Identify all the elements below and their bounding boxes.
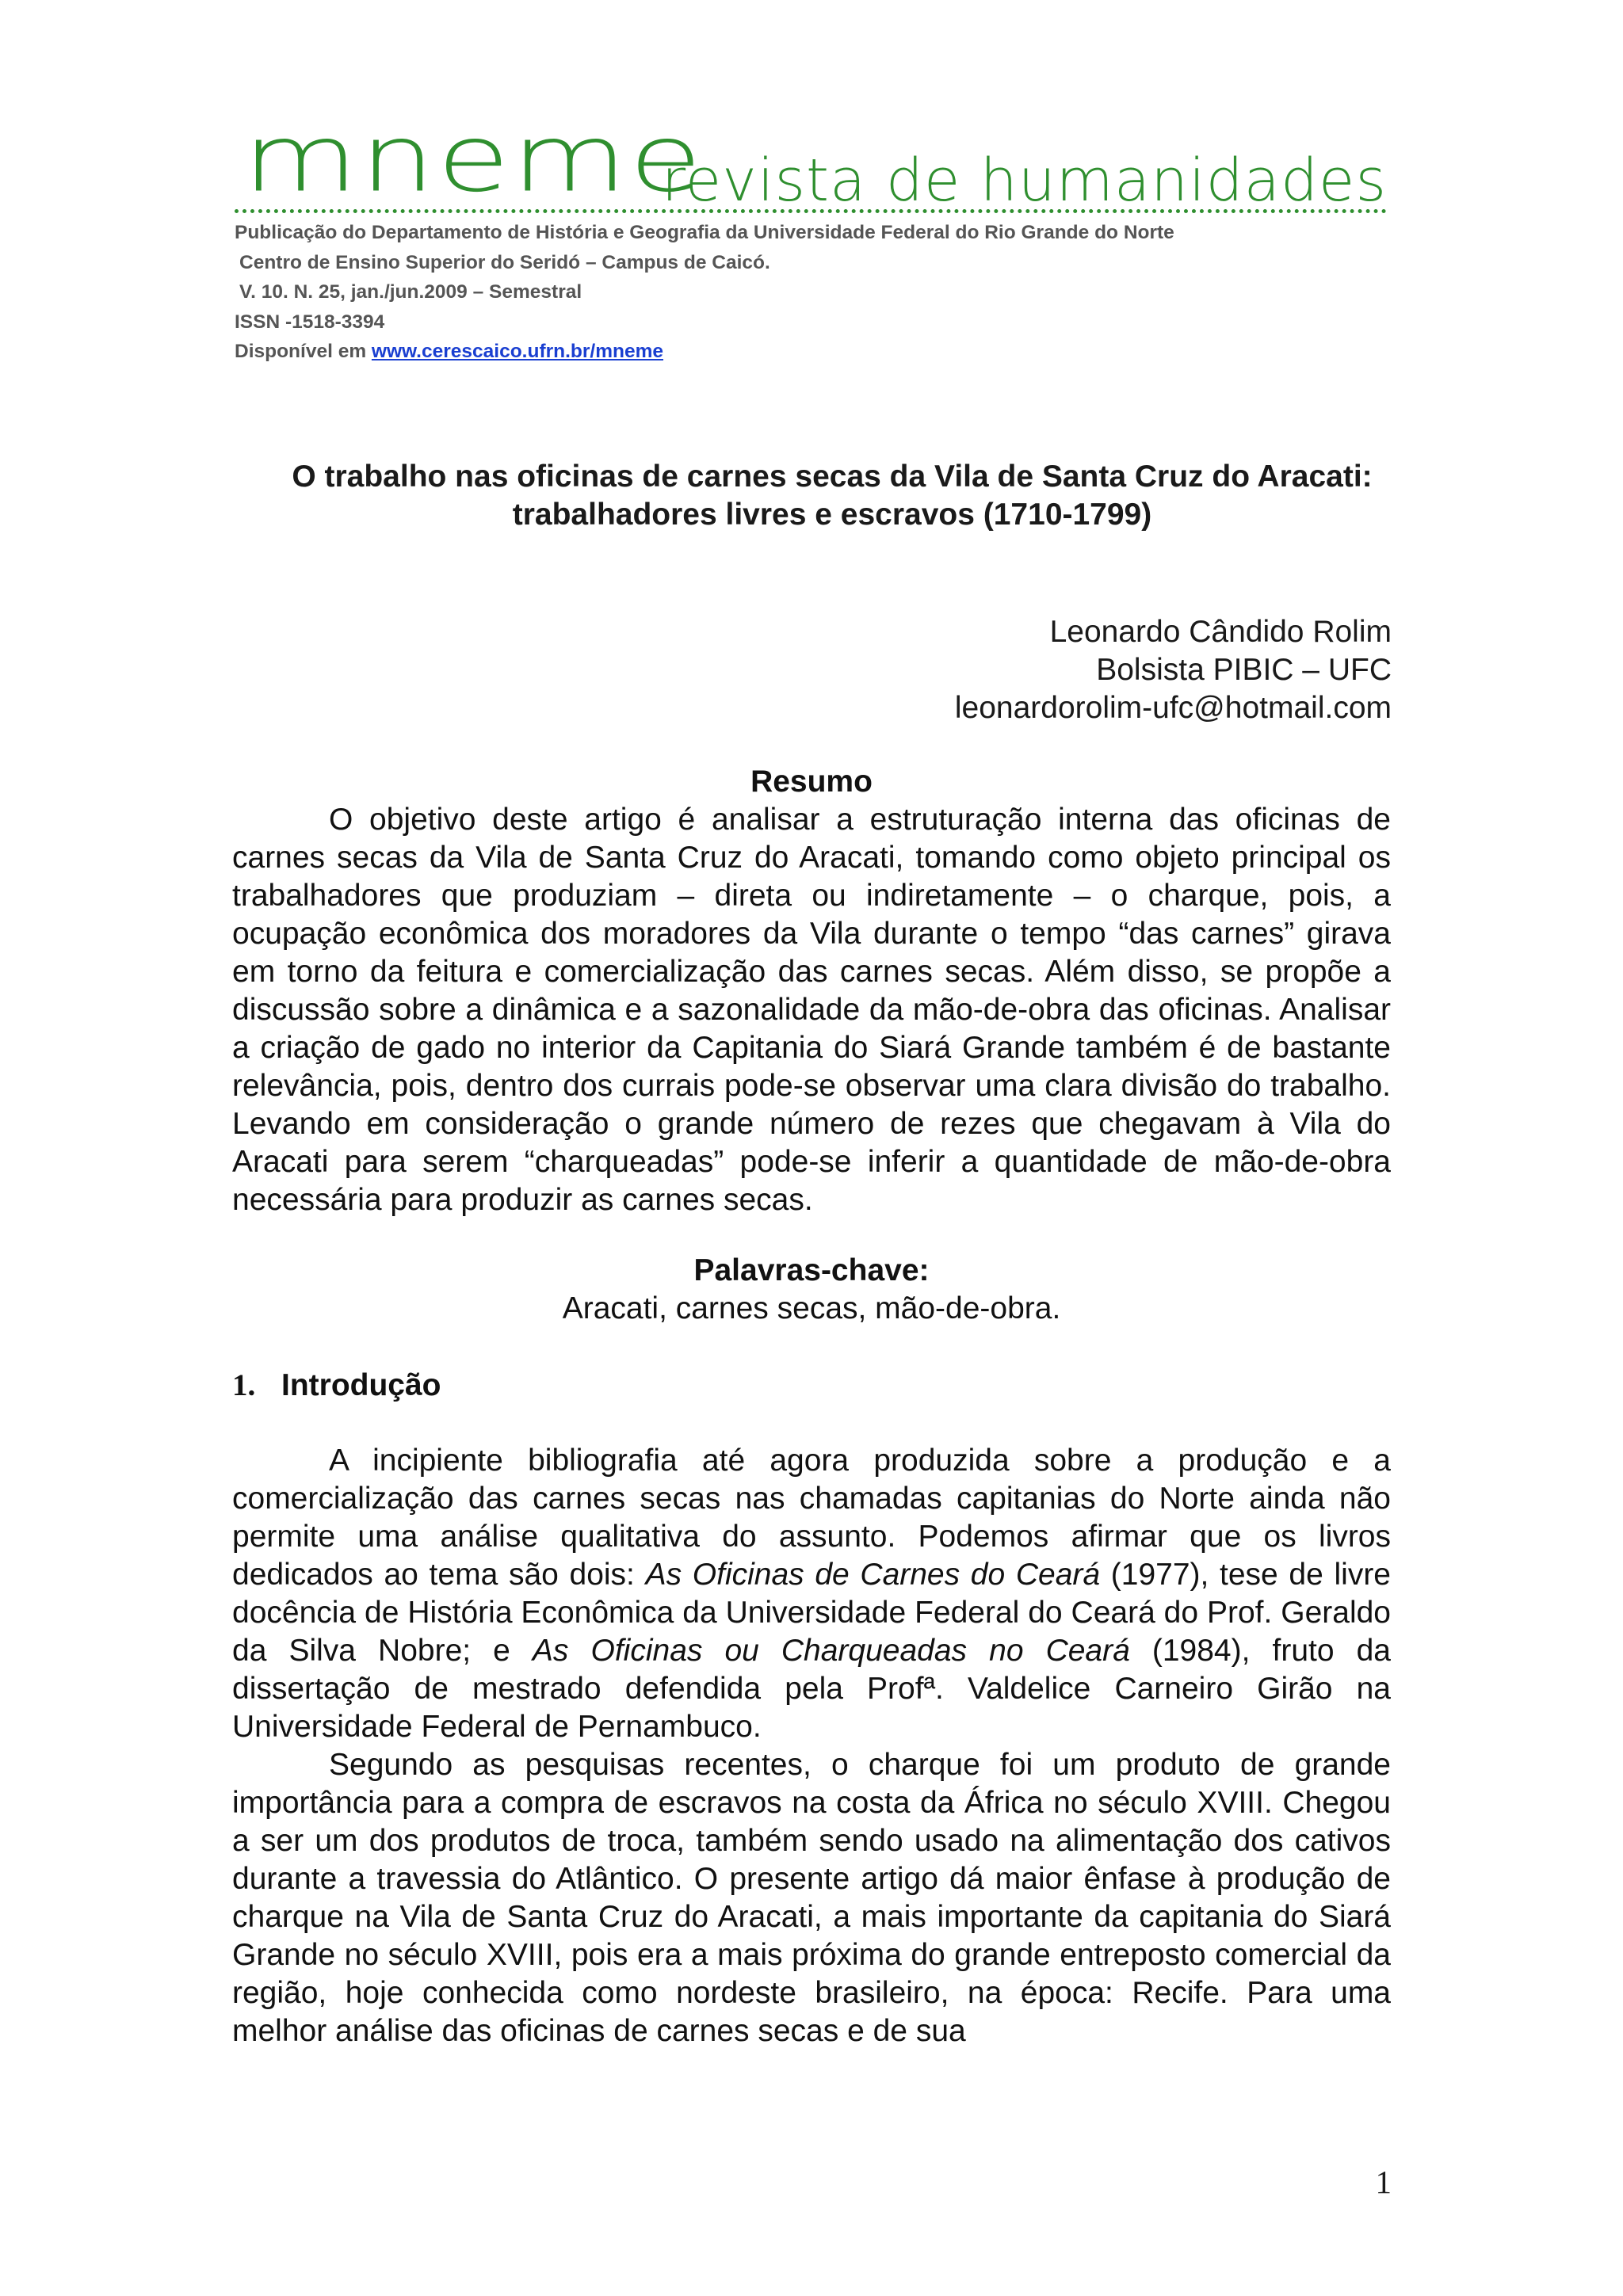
paragraph-text: (1977), tese de livre docência de História Econômica da Universidade Federal do Ceará do Prof. Geraldo da Silva Nobre; e [232, 1558, 1391, 1668]
keywords-section [232, 1252, 1391, 1328]
journal-logo: mneme [242, 105, 704, 213]
introduction-paragraph-2: Segundo as pesquisas recentes, o charque foi um produto de grande importância para a compra de escravos na costa da África no século XVIII. Chegou a ser um dos produtos de troca, também sendo usado na alimentação dos cativos durante a travessia do Atlântico. O presente artigo dá maior ênfase à produção de charque na Vila de Santa Cruz do Aracati, a mais importante da capitania do Siará Grande no século XVIII, pois era a mais próxima do grande entreposto comercial da região, hoje conhecida como nordeste brasileiro, na época: Recife. Para uma melhor análise das oficinas de carnes secas e de sua [232, 1748, 1391, 2048]
header-divider [235, 209, 1387, 213]
author-email: leonardorolim-ufc@hotmail.com [954, 691, 1392, 725]
abstract-section [232, 763, 1391, 1219]
cited-book-title: As Oficinas ou Charqueadas no Ceará [532, 1634, 1130, 1668]
section-heading-introduction [232, 1367, 441, 1405]
author-block [599, 613, 1392, 727]
page-number: 1 [1375, 2164, 1392, 2200]
publication-info [235, 218, 1423, 367]
title-line-2: trabalhadores livres e escravos (1710-1799) [512, 498, 1152, 532]
publication-line: Centro de Ensino Superior do Seridó – Campus de Caicó. [239, 251, 770, 273]
cited-book-title: As Oficinas de Carnes do Ceará [645, 1558, 1101, 1592]
paragraph-text: A incipiente bibliografia até agora produzida sobre a produção e a comercialização das carnes secas nas chamadas capitanias do Norte ainda não permite uma análise qualitativa do assunto. Podemos afirmar que os livros dedicados ao tema são dois: [232, 1444, 1391, 1592]
section-title: Introdução [281, 1368, 441, 1402]
keywords-text: Aracati, carnes secas, mão-de-obra. [562, 1291, 1061, 1325]
paragraph-text: (1984), fruto da dissertação de mestrado defendida pela Profª. Valdelice Carneiro Girão na Universidade Federal de Pernambuco. [232, 1634, 1391, 1744]
journal-subtitle: revista de humanidades [661, 147, 1387, 215]
author-affiliation: Bolsista PIBIC – UFC [1096, 653, 1392, 687]
publication-line: V. 10. N. 25, jan./jun.2009 – Semestral [239, 281, 582, 303]
publication-line: ISSN -1518-3394 [235, 311, 385, 333]
author-name: Leonardo Cândido Rolim [1049, 615, 1392, 649]
journal-link[interactable]: www.cerescaico.ufrn.br/mneme [371, 341, 664, 362]
introduction-body [232, 1442, 1391, 2050]
introduction-paragraph-1 [232, 1442, 1391, 1746]
section-number: 1. [232, 1368, 256, 1402]
journal-masthead [235, 105, 1387, 215]
publication-line: Publicação do Departamento de História e Geografia da Universidade Federal do Rio Grande do Norte [235, 222, 1174, 243]
availability-line [235, 337, 1423, 367]
abstract-text: O objetivo deste artigo é analisar a estruturação interna das oficinas de carnes secas da Vila de Santa Cruz do Aracati, tomando como objeto principal os trabalhadores que produziam – direta ou indiretamente – o charque, pois, a ocupação econômica dos moradores da Vila durante o tempo “das carnes” girava em torno da feitura e comercialização das carnes secas. Além disso, se propõe a discussão sobre a dinâmica e a sazonalidade da mão-de-obra das oficinas. Analisar a criação de gado no interior da Capitania do Siará Grande também é de bastante relevância, pois, dentro dos currais pode-se observar uma clara divisão do trabalho. Levando em consideração o grande número de rezes que chegavam à Vila do Aracati para serem “charqueadas” pode-se inferir a quantidade de mão-de-obra necessária para produzir as carnes secas. [232, 803, 1391, 1217]
title-line-1: O trabalho nas oficinas de carnes secas da Vila de Santa Cruz do Aracati: [292, 460, 1373, 494]
keywords-heading: Palavras-chave: [693, 1253, 930, 1287]
article-title [174, 458, 1490, 534]
abstract-heading: Resumo [750, 765, 873, 799]
availability-prefix: Disponível em [235, 341, 372, 362]
